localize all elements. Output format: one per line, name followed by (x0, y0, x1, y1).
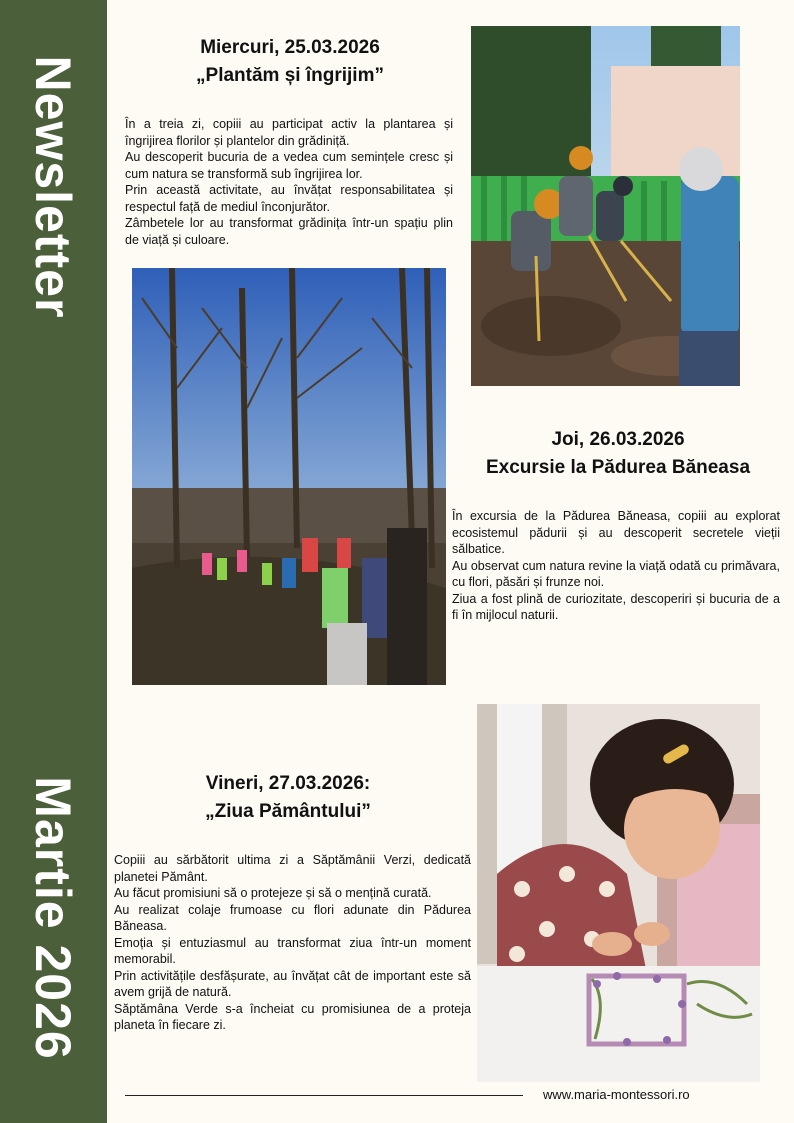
section-1-heading (140, 34, 440, 90)
paragraph: Au făcut promisiuni să o protejeze și să o mențină curată. (114, 886, 432, 900)
paragraph: Săptămâna Verde s-a încheiat cu promisiunea de a proteja planeta în fiecare zi. (114, 1001, 471, 1032)
newsletter-label: Newsletter (25, 55, 81, 319)
paragraph: Prin această activitate, au învățat responsabilitatea și respectul față de mediul înconjurător. (125, 183, 453, 214)
section-1-title: „Plantăm și îngrijim” (196, 65, 384, 86)
month-label: Martie 2026 (25, 776, 81, 1060)
section-1-date: Miercuri, 25.03.2026 (200, 37, 380, 58)
section-3-text (114, 852, 471, 1034)
collage-photo (477, 704, 760, 1082)
paragraph: Zâmbetele lor au transformat grădinița într-un spațiu plin de viață și culoare. (125, 216, 453, 247)
website-link[interactable]: www.maria-montessori.ro (543, 1087, 690, 1102)
garden-photo (471, 26, 740, 386)
footer-divider (125, 1095, 523, 1096)
paragraph: În a treia zi, copiii au participat activ la plantarea și îngrijirea florilor și plantelor din grădiniță. (125, 117, 453, 148)
paragraph: Au descoperit bucuria de a vedea cum semințele cresc și cum natura se transformă sub îngrijirea lor. (125, 150, 453, 181)
paragraph: Ziua a fost plină de curiozitate, descoperiri și bucuria de a fi în mijlocul naturii. (452, 591, 780, 622)
paragraph: Emoția și entuziasmul au transformat ziua într-un moment memorabil. (114, 935, 471, 966)
section-1-text (125, 116, 453, 248)
section-2-title: Excursie la Pădurea Băneasa (485, 457, 751, 478)
paragraph: În excursia de la Pădurea Băneasa, copiii au explorat ecosistemul pădurii și au descoperit secretele vieții sălbatice. (452, 509, 780, 556)
section-3-title: „Ziua Pământului” (205, 801, 371, 822)
section-3-heading (138, 770, 438, 826)
section-2-text (452, 508, 780, 624)
section-3-date: Vineri, 27.03.2026: (205, 773, 371, 794)
paragraph: Copiii au sărbătorit ultima zi a Săptămânii Verzi, dedicată planetei Pământ. (114, 853, 471, 884)
paragraph: Au realizat colaje frumoase cu flori adunate din Pădurea Băneasa. (114, 902, 471, 933)
paragraph: Au observat cum natura revine la viață odată cu primăvara, cu flori, păsări și frunze noi. (452, 558, 780, 589)
forest-photo (132, 268, 446, 685)
paragraph: Prin activitățile desfășurate, au învățat cât de important este să avem grijă de natură. (114, 968, 471, 999)
section-2-date: Joi, 26.03.2026 (551, 429, 685, 450)
section-2-heading (452, 426, 784, 482)
sidebar (0, 0, 107, 1123)
